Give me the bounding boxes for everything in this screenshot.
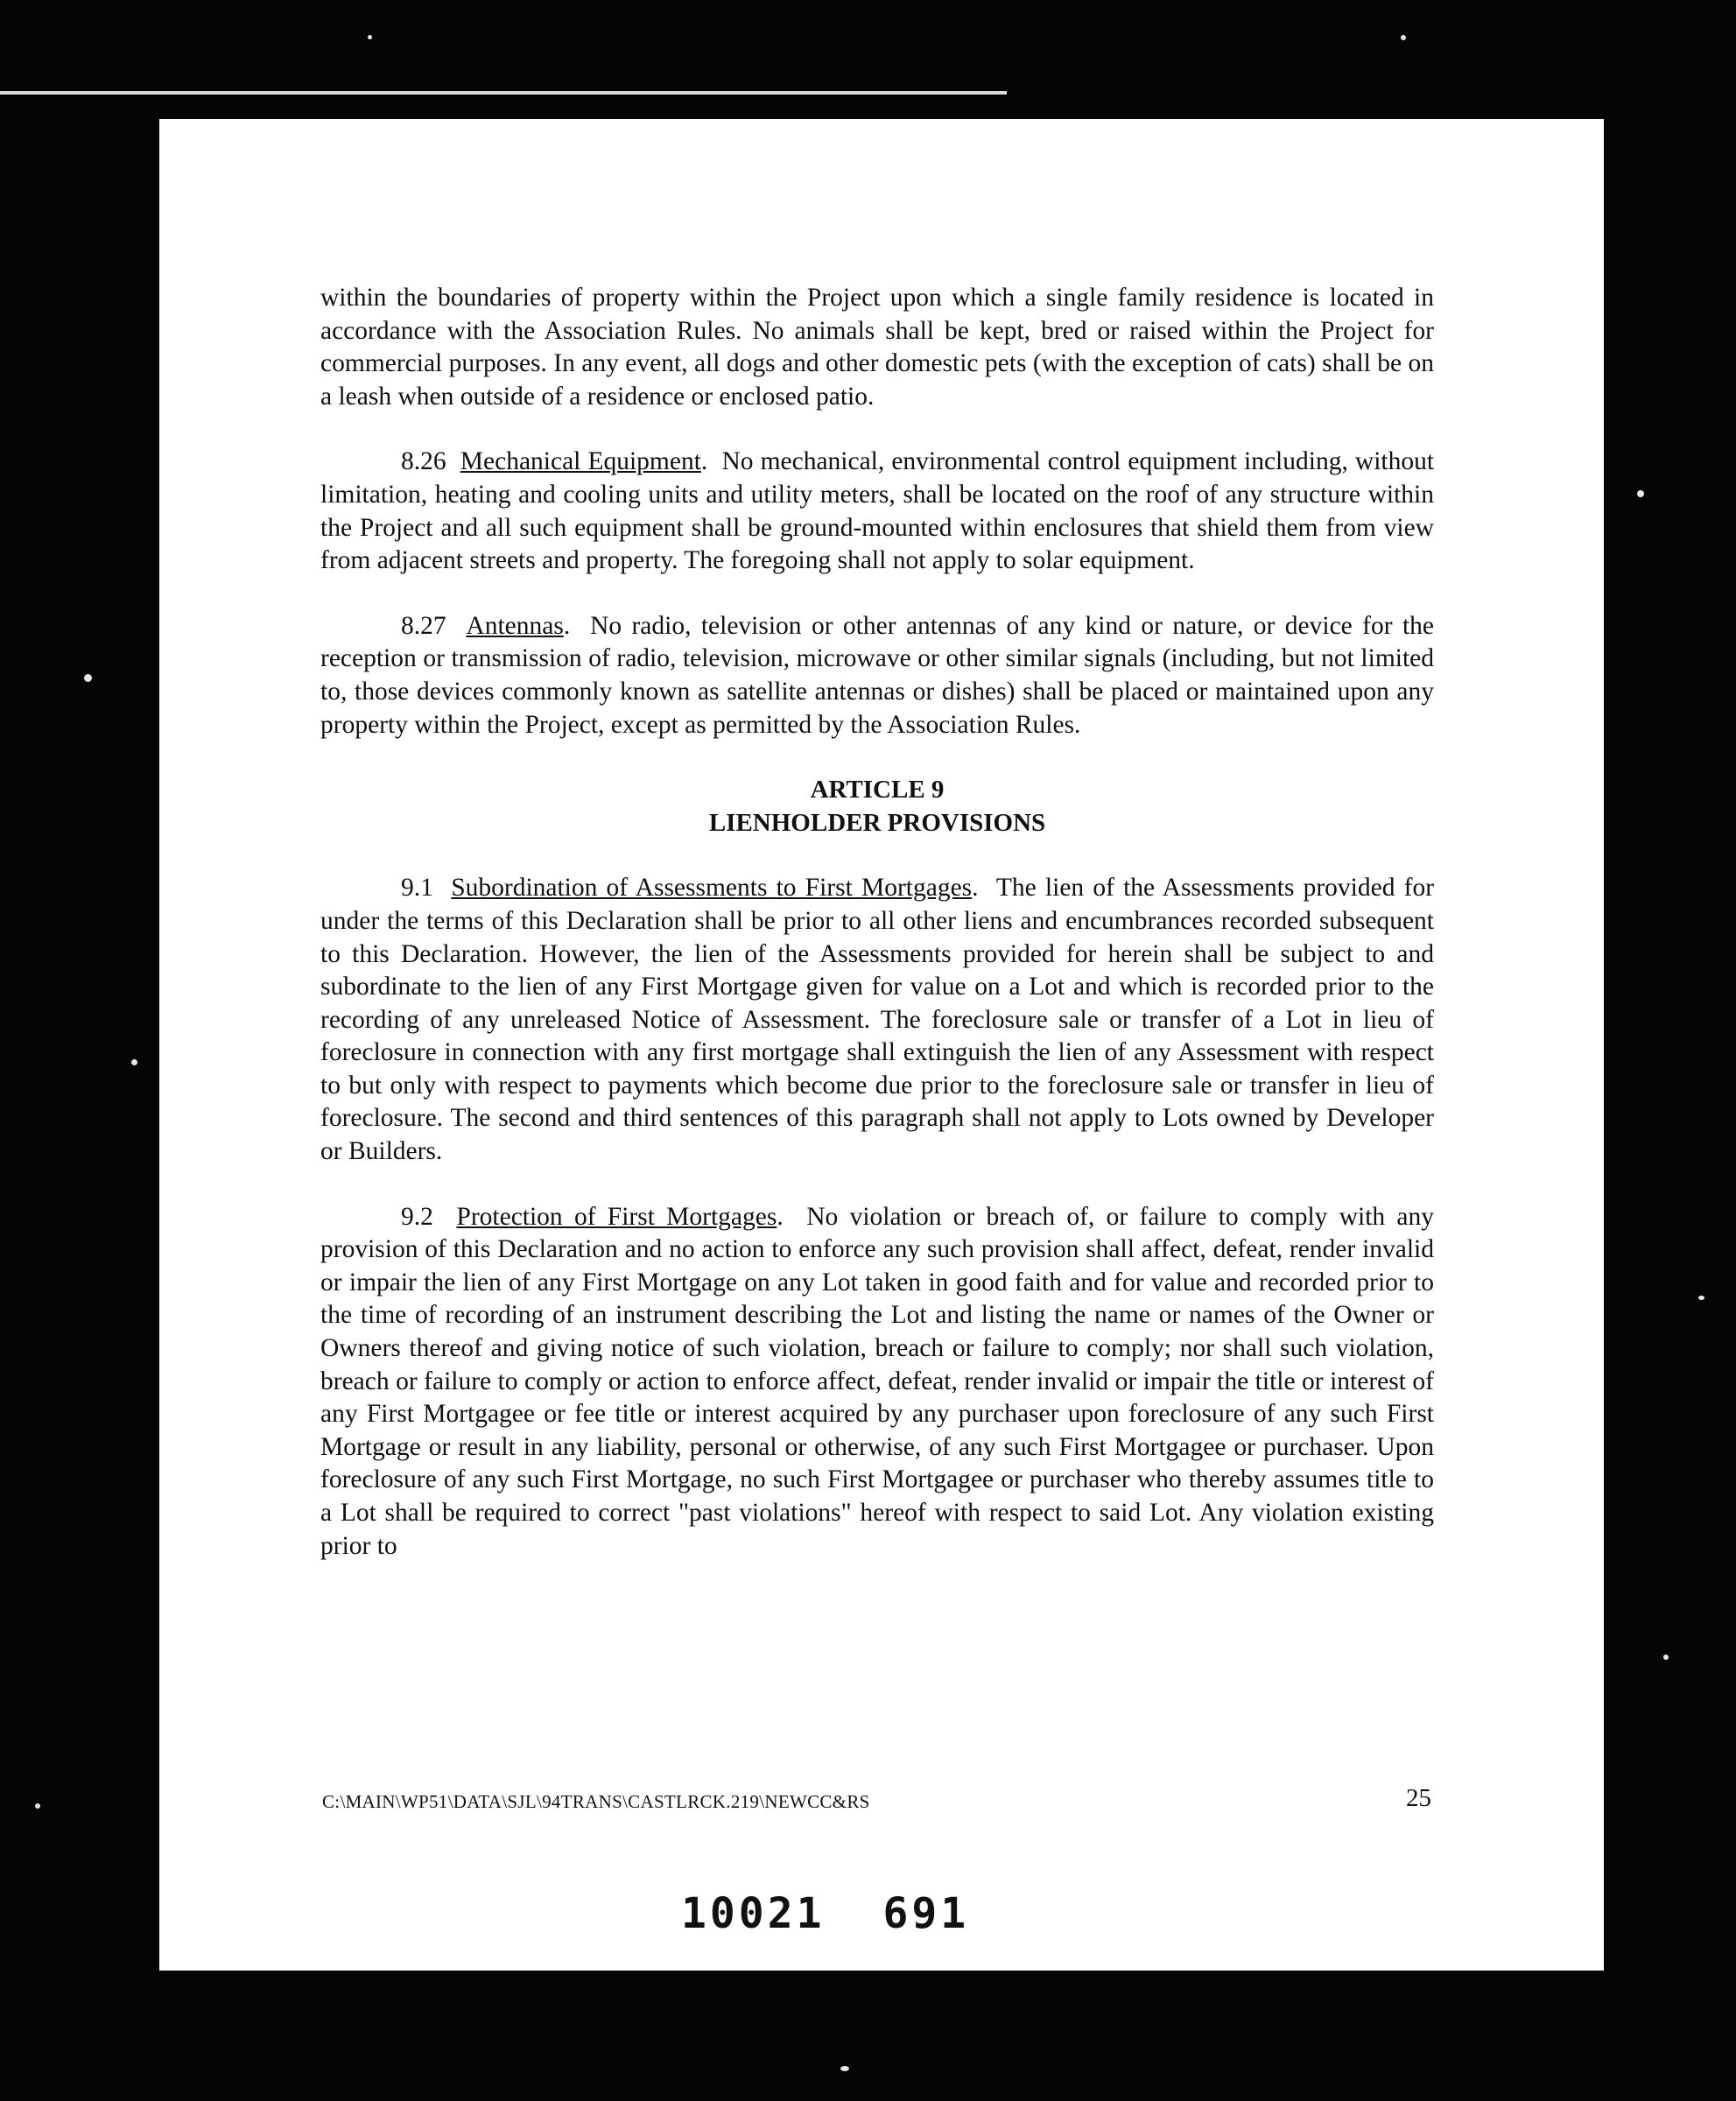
section-8-26: 8.26 Mechanical Equipment. No mechanical, environmental control equipment including, without limitation, heating and cooling units and utility meters, shall be located on the roof of any structure within the Project and all such equipment shall be ground-mounted within enclosures that shield them from view from adjacent streets and property. The foregoing shall not apply to solar equipment. (320, 447, 1435, 575)
footer-file-path: C:\MAIN\WP51\DATA\SJL\94TRANS\CASTLRCK.219\NEWCC&RS (322, 1791, 870, 1812)
article-label: ARTICLE 9 (810, 776, 945, 805)
section-number: 8.26 (401, 447, 446, 476)
page-content (320, 282, 1434, 1563)
scan-speck (368, 35, 372, 39)
scan-speck (1698, 1296, 1704, 1300)
recording-stamp (681, 1889, 969, 1938)
section-heading: Subordination of Assessments to First Mortgages (451, 874, 973, 903)
scan-speck (840, 2066, 849, 2071)
scan-speck (1637, 490, 1644, 497)
section-text: The lien of the Assessments provided for under the terms of this Declaration shall be prior to all other liens and encumbrances recorded subsequent to this Declaration. However, the lien of the Assessments provided for herein shall be subject to and subordinate to the lien of any First Mortgage given for value on a Lot and which is recorded prior to the recording of any unreleased Notice of Assessment. The foreclosure sale or transfer of a Lot in lieu of foreclosure in connection with any first mortgage shall extinguish the lien of any Assessment with respect to but only with respect to payments which become due prior to the foreclosure sale or transfer in lieu of foreclosure. The second and third sentences of this paragraph shall not apply to Lots owned by Developer or Builders. (320, 874, 1435, 1166)
section-9-2: 9.2 Protection of First Mortgages. No violation or breach of, or failure to comply with any provision of this Declaration and no action to enforce any such provision shall affect, defeat, render invalid or impair the lien of any First Mortgage on any Lot taken in good faith and for value and recorded prior to the time of recording of an instrument describing the Lot and listing the name or names of the Owner or Owners thereof and giving notice of such violation, breach or failure to comply; nor shall such violation, breach or failure to comply or action to enforce affect, defeat, render invalid or impair the title or interest of any First Mortgagee or fee title or interest acquired by any purchaser upon foreclosure of any such First Mortgage or result in any liability, personal or otherwise, of any such First Mortgagee or purchaser. Upon foreclosure of any such First Mortgage, no such First Mortgagee or purchaser who thereby assumes title to a Lot shall be required to correct "past violations" hereof with respect to said Lot. Any violation existing prior to (320, 1202, 1435, 1560)
scan-speck (1401, 35, 1406, 40)
section-number: 9.1 (401, 874, 433, 903)
section-9-1: 9.1 Subordination of Assessments to First Mortgages. The lien of the Assessments provided for under the terms of this Declaration shall be prior to all other liens and encumbrances recorded subsequent to this Declaration. However, the lien of the Assessments provided for herein shall be subject to and subordinate to the lien of any First Mortgage given for value on a Lot and which is recorded prior to the recording of any unreleased Notice of Assessment. The foreclosure sale or transfer of a Lot in lieu of foreclosure in connection with any first mortgage shall extinguish the lien of any Assessment with respect to but only with respect to payments which become due prior to the foreclosure sale or transfer in lieu of foreclosure. The second and third sentences of this paragraph shall not apply to Lots owned by Developer or Builders. (320, 874, 1435, 1166)
scan-speck (35, 1803, 40, 1809)
section-number: 9.2 (401, 1202, 433, 1231)
scan-speck (131, 1059, 137, 1065)
section-text: No radio, television or other antennas of any kind or nature, or device for the reception or transmission of radio, television, microwave or other similar signals (including, but not limited to, those devices commonly known as satellite antennas or dishes) shall be placed or maintained upon any property within the Project, except as permitted by the Association Rules. (320, 611, 1434, 739)
article-title: LIENHOLDER PROVISIONS (708, 808, 1046, 837)
scan-streak (0, 91, 1007, 95)
section-number: 8.27 (401, 611, 446, 640)
stamp-book-number: 10021 (681, 1889, 826, 1938)
section-heading: Mechanical Equipment (460, 447, 701, 476)
intro-paragraph: within the boundaries of property within the Project upon which a single family residence is located in accordance with the Association Rules. No animals shall be kept, bred or raised within the Project for commercial purposes. In any event, all dogs and other domestic pets (with the exception of cats) shall be on a leash when outside of a residence or enclosed patio. (320, 284, 1434, 411)
scan-speck (1663, 1655, 1669, 1660)
stamp-page-number: 691 (882, 1889, 970, 1938)
section-8-27: 8.27 Antennas. No radio, television or other antennas of any kind or nature, or device for the reception or transmission of radio, television, microwave or other similar signals (including, but not limited to, those devices commonly known as satellite antennas or dishes) shall be placed or maintained upon any property within the Project, except as permitted by the Association Rules. (320, 611, 1434, 739)
section-text: No mechanical, environmental control equipment including, without limitation, heating and cooling units and utility meters, shall be located on the roof of any structure within the Project and all such equipment shall be ground-mounted within enclosures that shield them from view from adjacent streets and property. The foregoing shall not apply to solar equipment. (320, 447, 1435, 575)
section-text: No violation or breach of, or failure to comply with any provision of this Declaration and no action to enforce any such provision shall affect, defeat, render invalid or impair the lien of any First Mortgage on any Lot taken in good faith and for value and recorded prior to the time of recording of an instrument describing the Lot and listing the name or names of the Owner or Owners thereof and giving notice of such violation, breach or failure to comply; nor shall such violation, breach or failure to comply or action to enforce affect, defeat, render invalid or impair the title or interest of any First Mortgagee or fee title or interest acquired by any purchaser upon foreclosure of any such First Mortgage or result in any liability, personal or otherwise, of any such First Mortgagee or purchaser. Upon foreclosure of any such First Mortgage, no such First Mortgagee or purchaser who thereby assumes title to a Lot shall be required to correct "past violations" hereof with respect to said Lot. Any violation existing prior to (320, 1202, 1435, 1560)
scan-speck (84, 674, 92, 682)
page-number: 25 (1406, 1784, 1431, 1812)
section-heading: Protection of First Mortgages (456, 1202, 777, 1231)
section-heading: Antennas (466, 611, 564, 640)
document-page (159, 119, 1604, 1971)
